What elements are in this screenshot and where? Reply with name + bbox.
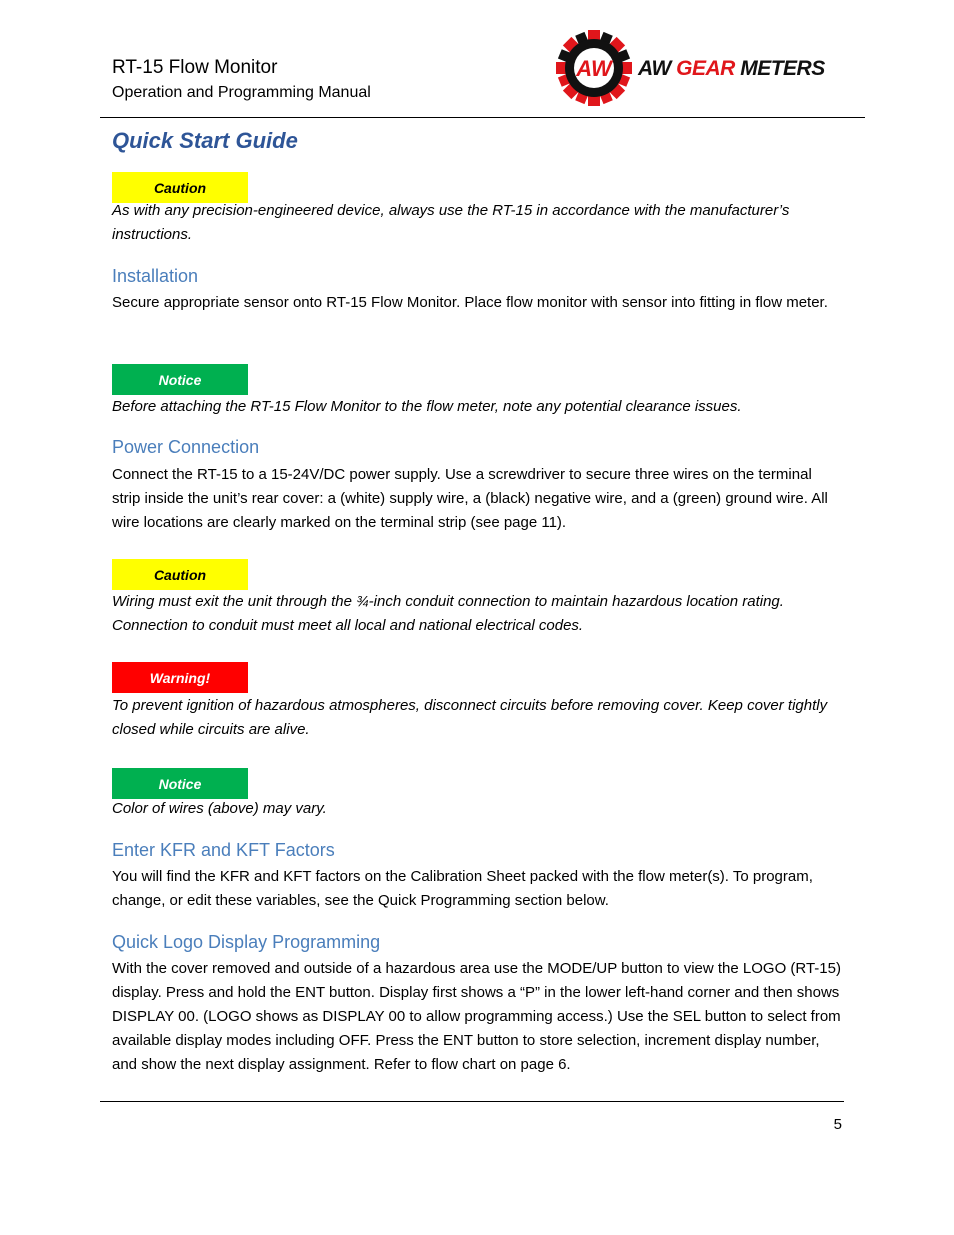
section-heading-installation: Installation (112, 266, 199, 286)
caution-badge: Caution (112, 559, 248, 590)
notice-badge: Notice (112, 768, 248, 799)
logo-emblem-letters: AW (576, 56, 612, 81)
caution-badge: Caution (112, 172, 248, 203)
notice-badge: Notice (112, 364, 248, 395)
installation-text: Secure appropriate sensor onto RT-15 Flow Monitor. Place flow monitor with sensor into fitting in flow meter. (112, 294, 828, 311)
notice-text: Color of wires (above) may vary. (112, 800, 327, 817)
power-connection-text: Connect the RT-15 to a 15-24V/DC power supply. Use a screwdriver to secure three wires on the terminal strip inside the unit’s rear cover: a (white) supply wire, a (black) negative wire, and a (green) ground wire. All wire locations are clearly marked on the terminal strip (see page 11). (112, 466, 828, 531)
logo-wordmark (638, 57, 825, 81)
header-divider (100, 117, 865, 118)
footer-divider (100, 1101, 844, 1102)
page-number: 5 (833, 1116, 842, 1133)
section-heading-logo-programming: Quick Logo Display Programming (112, 932, 381, 952)
gear-icon (556, 29, 638, 107)
logo-programming-text: With the cover removed and outside of a hazardous area use the MODE/UP button to view the LOGO (RT-15) display. Press and hold the ENT button. Display first shows a “P” in the lower left-hand corner and then shows DISPLAY 00. (LOGO shows as DISPLAY 00 to allow programming access.) Use the SEL button to select from available display modes including OFF. Press the ENT button to store selection, increment display number, and show the next display assignment. Refer to flow chart on page 6. (112, 960, 841, 1073)
company-logo (556, 29, 846, 107)
document-title: RT-15 Flow Monitor (112, 57, 278, 78)
factors-text: You will find the KFR and KFT factors on the Calibration Sheet packed with the flow meter(s). To program, change, or edit these variables, see the Quick Programming section below. (112, 868, 813, 909)
section-heading-factors: Enter KFR and KFT Factors (112, 840, 335, 860)
logo-word-aw: AW (638, 57, 671, 80)
notice-text: Before attaching the RT-15 Flow Monitor to the flow meter, note any potential clearance issues. (112, 398, 742, 415)
warning-badge: Warning! (112, 662, 248, 693)
caution-text: As with any precision-engineered device, always use the RT-15 in accordance with the manufacturer’s instructions. (112, 202, 790, 243)
section-heading-power-connection: Power Connection (112, 437, 260, 457)
document-subtitle: Operation and Programming Manual (112, 84, 371, 101)
page-title: Quick Start Guide (112, 128, 298, 153)
warning-text: To prevent ignition of hazardous atmospheres, disconnect circuits before removing cover. Keep cover tightly closed while circuits are alive. (112, 697, 828, 738)
caution-text: Wiring must exit the unit through the ¾-inch conduit connection to maintain hazardous location rating. Connection to conduit must meet all local and national electrical codes. (112, 593, 784, 634)
logo-word-gear: GEAR (676, 57, 735, 80)
logo-word-meters: METERS (740, 57, 825, 80)
